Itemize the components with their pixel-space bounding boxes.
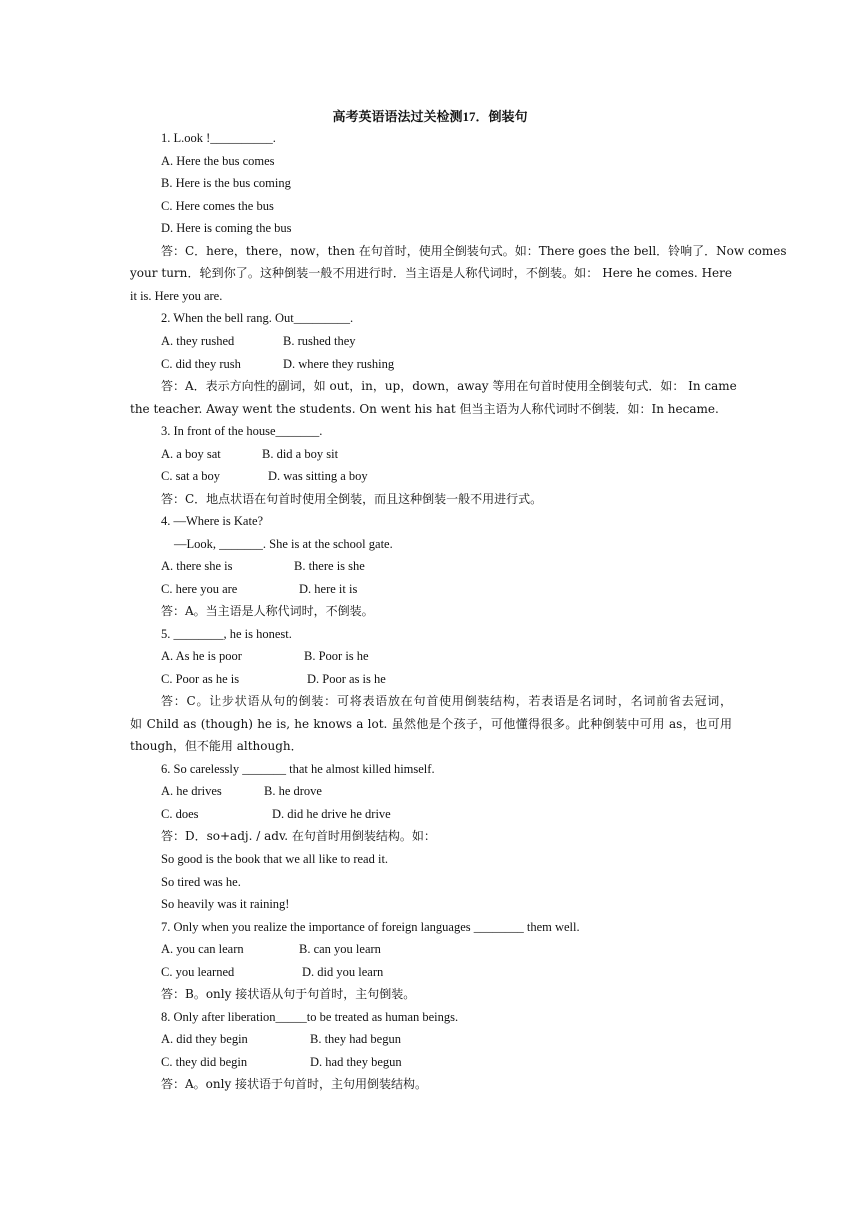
question-3-option-a: A. a boy sat <box>161 447 221 461</box>
question-1-answer-line-2: your turn．轮到你了。这种倒装一般不用进行时．当主语是人称代词时，不倒装。如： Here he comes. Here <box>130 266 732 280</box>
question-7-stem: 7. Only when you realize the importance of foreign languages ________ them well. <box>161 920 580 934</box>
question-3-option-d: D. was sitting a boy <box>268 469 368 483</box>
question-5-answer-line-1: 答：C。让步状语从句的倒装：可将表语放在句首使用倒装结构，若表语是名词时，名词前省去冠词， <box>161 694 732 708</box>
question-4-answer: 答：A。当主语是人称代词时，不倒装。 <box>161 604 374 618</box>
question-4-option-c: C. here you are <box>161 582 238 596</box>
question-5-stem: 5. ________, he is honest. <box>161 627 292 641</box>
question-7-option-c: C. you learned <box>161 965 235 979</box>
question-2-option-b: B. rushed they <box>283 334 356 348</box>
question-1-option-b: B. Here is the bus coming <box>161 176 291 190</box>
question-1-option-d: D. Here is coming the bus <box>161 221 292 235</box>
question-4-option-d: D. here it is <box>299 582 358 596</box>
question-3-option-b: B. did a boy sit <box>262 447 339 461</box>
question-3-stem: 3. In front of the house_______. <box>161 424 323 438</box>
question-8-stem: 8. Only after liberation_____to be treated as human beings. <box>161 1010 459 1024</box>
question-2-option-a: A. they rushed <box>161 334 235 348</box>
question-6-answer: 答：D．so+adj. / adv. 在句首时用倒装结构。如： <box>161 829 436 843</box>
question-2-stem: 2. When the bell rang. Out_________. <box>161 311 354 325</box>
question-8-option-a: A. did they begin <box>161 1032 248 1046</box>
question-7-option-d: D. did you learn <box>302 965 384 979</box>
question-6-option-c: C. does <box>161 807 199 821</box>
question-8-option-d: D. had they begun <box>310 1055 402 1069</box>
question-7-option-b: B. can you learn <box>299 942 381 956</box>
question-8-option-b: B. they had begun <box>310 1032 401 1046</box>
question-5-option-a: A. As he is poor <box>161 649 242 663</box>
question-2-answer-line-2: the teacher. Away went the students. On went his hat 但当主语为人称代词时不倒装．如：In hecame. <box>130 402 719 416</box>
question-1-stem: 1. L.ook !__________. <box>161 131 276 145</box>
question-6-example-2: So tired was he. <box>161 875 241 889</box>
question-5-answer-line-2: 如 Child as (though) he is, he knows a lot. 虽然他是个孩子，可他懂得很多。此种倒装中可用 as，也可用 <box>130 717 732 731</box>
question-5-option-c: C. Poor as he is <box>161 672 240 686</box>
question-4-option-b: B. there is she <box>294 559 365 573</box>
question-3-answer: 答：C．地点状语在句首时使用全倒装，而且这种倒装一般不用进行式。 <box>161 492 543 506</box>
question-5-option-d: D. Poor as is he <box>307 672 386 686</box>
question-1-option-c: C. Here comes the bus <box>161 199 274 213</box>
question-4-stem: 4. —Where is Kate? <box>161 514 264 528</box>
question-1-answer-line-3: it is. Here you are. <box>130 289 223 303</box>
question-5-answer-line-3: though，但不能用 although． <box>130 739 303 753</box>
question-6-option-b: B. he drove <box>264 784 322 798</box>
question-6-stem: 6. So carelessly _______ that he almost killed himself. <box>161 762 435 776</box>
question-2-option-d: D. where they rushing <box>283 357 395 371</box>
question-7-answer: 答：B。only 接状语从句于句首时，主句倒装。 <box>161 987 416 1001</box>
question-4-option-a: A. there she is <box>161 559 233 573</box>
question-8-answer: 答：A。only 接状语于句首时，主句用倒装结构。 <box>161 1077 428 1091</box>
question-6-example-1: So good is the book that we all like to read it. <box>161 852 389 866</box>
question-8-option-c: C. they did begin <box>161 1055 248 1069</box>
question-7-option-a: A. you can learn <box>161 942 244 956</box>
question-5-option-b: B. Poor is he <box>304 649 369 663</box>
question-6-example-3: So heavily was it raining! <box>161 897 290 911</box>
question-4-stem-reply: —Look, _______. She is at the school gate. <box>174 537 393 551</box>
page-title: 高考英语语法过关检测17．倒装句 <box>332 109 528 124</box>
question-2-answer-line-1: 答：A．表示方向性的副词，如 out，in，up，down，away 等用在句首时使用全倒装句式．如： In came <box>161 379 737 393</box>
question-6-option-d: D. did he drive he drive <box>272 807 391 821</box>
question-6-option-a: A. he drives <box>161 784 222 798</box>
question-1-option-a: A. Here the bus comes <box>161 154 275 168</box>
question-2-option-c: C. did they rush <box>161 357 241 371</box>
question-1-answer-line-1: 答：C．here，there，now，then 在句首时，使用全倒装句式。如：There goes the bell．铃响了．Now comes <box>161 244 787 258</box>
question-3-option-c: C. sat a boy <box>161 469 221 483</box>
